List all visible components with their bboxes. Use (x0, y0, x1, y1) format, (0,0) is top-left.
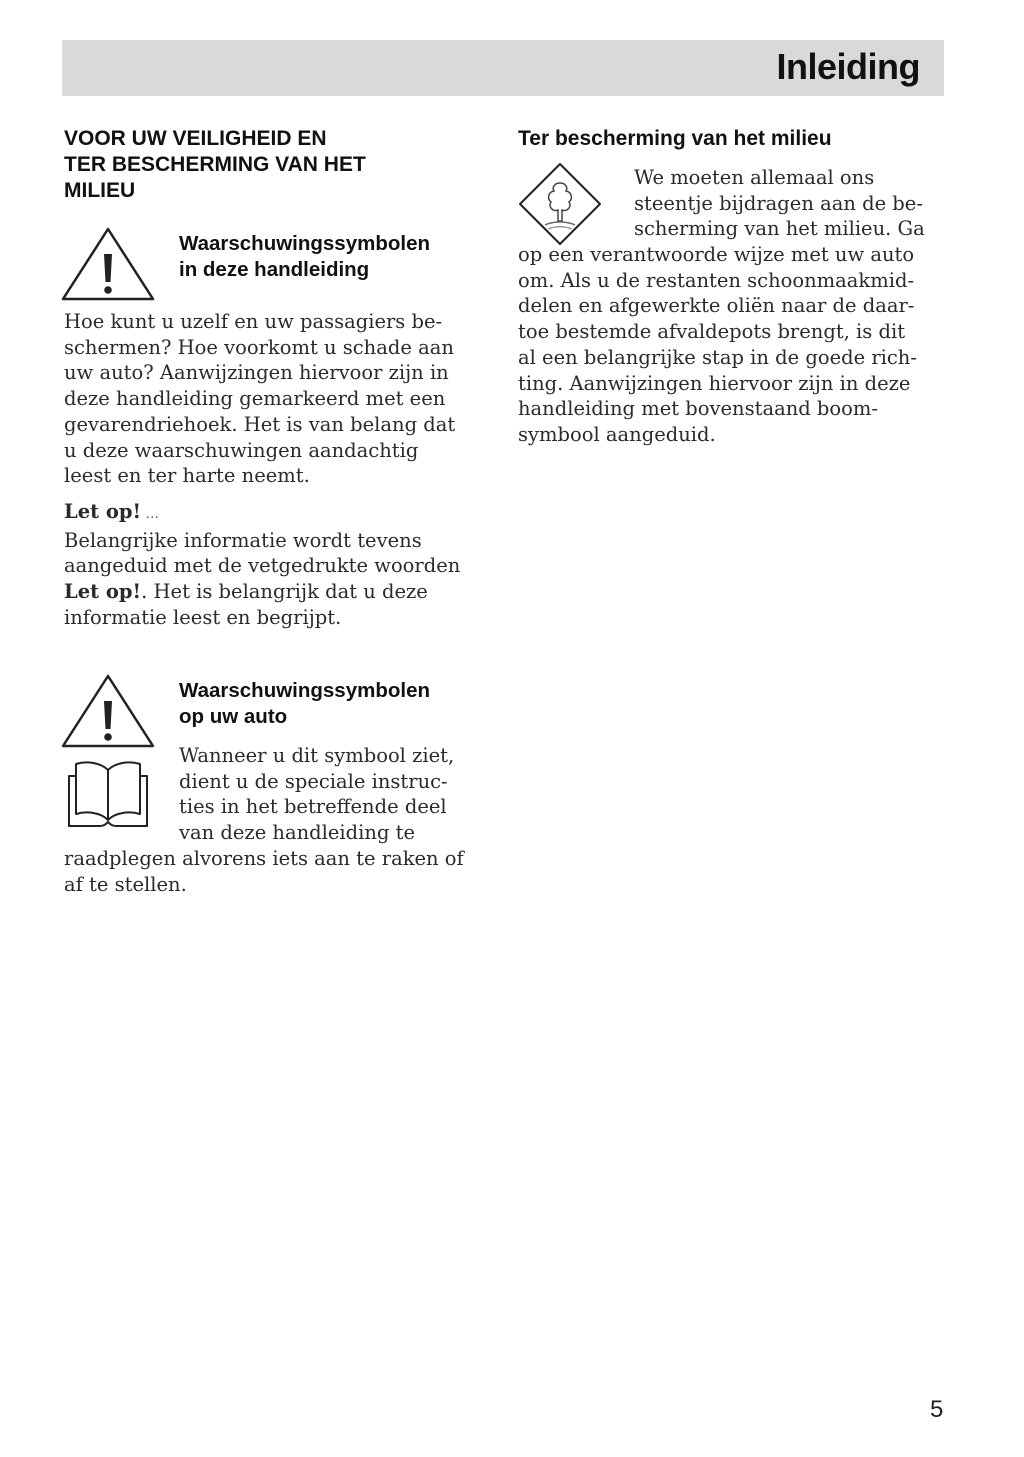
note-label: Let op! (64, 500, 142, 523)
warning-triangle-icon (60, 673, 156, 749)
note-ellipsis: ... (141, 506, 159, 522)
environment-paragraph-bottom: op een verantwoorde wijze met uw auto om. Als u de restanten schoonmaakmid- delen en afgewerkte oliën naar de daar- toe bestemde afvaldepots brengt, is dit al een belangrijke stap in de goede rich- ting. Aanwijzingen hiervoor zijn in deze handleiding met bovenstaand boom- symbool aangeduid. (518, 243, 917, 446)
section1-paragraph: Hoe kunt u uzelf en uw passagiers be- schermen? Hoe voorkomt u schade aan uw auto? Aanwijzingen hiervoor zijn in deze handleiding gemarkeerd met een gevarendriehoek. Het is van belang dat u deze waarschuwingen aandachtig leest en ter harte neemt. (64, 310, 456, 488)
page-number: 5 (930, 1396, 944, 1423)
page-title: Inleiding (776, 46, 920, 87)
section2-paragraph-bottom: raadplegen alvorens iets aan te raken of af te stellen. (64, 847, 464, 896)
main-heading: VOOR UW VEILIGHEID EN TER BESCHERMING VAN HET MILIEU (64, 127, 366, 202)
open-book-icon (66, 756, 150, 828)
section1-heading: Waarschuwingssymbolen in deze handleiding (179, 232, 430, 281)
section2-paragraph-top: Wanneer u dit symbool ziet, dient u de speciale instruc- ties in het betreffende deel van deze handleiding te (179, 744, 455, 845)
warning-triangle-icon (60, 226, 156, 302)
note-block: Let op! ... Belangrijke informatie wordt tevens aangeduid met de vetgedrukte woorden Let op!. Het is belangrijk dat u deze informatie leest en begrijpt. (64, 500, 461, 629)
tree-environment-icon (517, 161, 603, 247)
environment-heading: Ter bescherming van het milieu (518, 127, 832, 150)
environment-paragraph-top: We moeten allemaal ons steentje bijdragen aan de be- scherming van het milieu. Ga (634, 166, 925, 241)
section2-heading: Waarschuwingssymbolen op uw auto (179, 679, 430, 728)
header-bar (62, 40, 944, 96)
